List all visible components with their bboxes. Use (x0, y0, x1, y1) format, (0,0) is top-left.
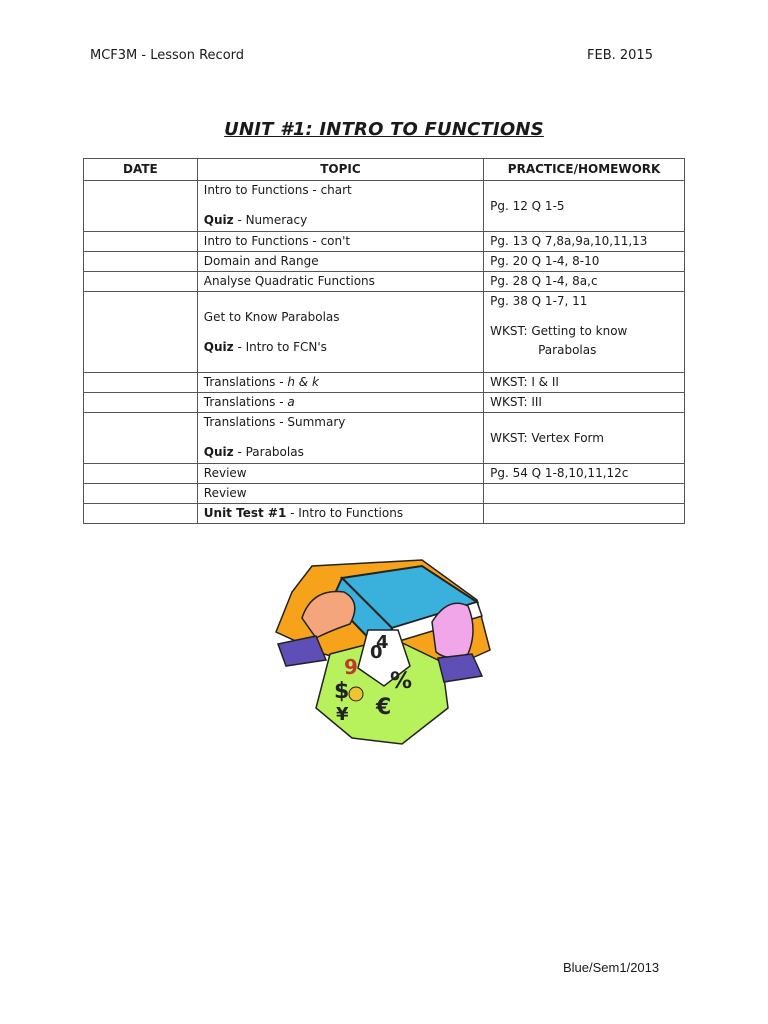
quiz-line (204, 338, 477, 357)
svg-text:%: % (390, 669, 413, 694)
topic-cell: Domain and Range (197, 252, 483, 272)
date-cell (84, 181, 198, 232)
date-cell (84, 292, 198, 373)
topic-text: Intro to Functions - chart (203, 183, 352, 197)
quiz-text: - Numeracy (233, 213, 308, 227)
topic-cell: Intro to Functions - con't (197, 232, 483, 252)
homework-cell: Pg. 54 Q 1-8,10,11,12c (484, 464, 685, 484)
quiz-line (204, 443, 477, 462)
svg-text:¥: ¥ (336, 704, 349, 725)
homework-line: Parabolas (538, 343, 597, 357)
table-row (84, 484, 685, 504)
topic-text: Get to Know Parabolas (203, 309, 340, 324)
homework-cell: Pg. 12 Q 1-5 (484, 181, 685, 232)
header-topic-col: TOPIC (197, 159, 483, 181)
header-course: MCF3M - Lesson Record (90, 48, 245, 63)
test-text: - Intro to Functions (286, 506, 404, 520)
homework-cell: Pg. 13 Q 7,8a,9a,10,11,13 (484, 232, 685, 252)
quiz-label: Quiz (203, 339, 234, 354)
test-label: Unit Test #1 (203, 506, 287, 520)
svg-text:0: 0 (370, 642, 383, 663)
header-date: FEB. 2015 (587, 48, 653, 63)
date-cell (84, 252, 198, 272)
header-homework-col: PRACTICE/HOMEWORK (484, 159, 685, 181)
topic-cell (197, 292, 483, 373)
homework-cell: WKST: III (484, 393, 685, 413)
svg-text:$: $ (334, 679, 350, 704)
date-cell (84, 504, 198, 524)
quiz-text: - Parabolas (233, 445, 304, 459)
table-row (84, 504, 685, 524)
homework-cell: Pg. 28 Q 1-4, 8a,c (484, 272, 685, 292)
quiz-line (204, 211, 477, 230)
date-cell (84, 464, 198, 484)
table-row (84, 464, 685, 484)
table-row (84, 272, 685, 292)
date-cell (84, 413, 198, 464)
homework-cell (484, 504, 685, 524)
homework-cell (484, 484, 685, 504)
date-cell (84, 393, 198, 413)
lesson-table (83, 158, 685, 524)
date-cell (84, 484, 198, 504)
topic-text: Translations - Summary (203, 415, 346, 429)
quiz-label: Quiz (203, 445, 234, 459)
table-row (84, 252, 685, 272)
topic-cell (197, 181, 483, 232)
quiz-text: - Intro to FCN's (233, 339, 327, 354)
homework-cell: WKST: Vertex Form (484, 413, 685, 464)
footer-section: Blue/Sem1/2013 (563, 960, 660, 975)
svg-text:9: 9 (344, 655, 358, 679)
table-row (84, 393, 685, 413)
table-header-row (84, 159, 685, 181)
topic-cell (197, 393, 483, 413)
table-row (84, 292, 685, 373)
topic-text: Translations - (203, 375, 288, 389)
page-title: UNIT #1: INTRO TO FUNCTIONS (224, 119, 544, 140)
homework-cell (484, 292, 685, 373)
table-row (84, 373, 685, 393)
topic-cell: Analyse Quadratic Functions (197, 272, 483, 292)
date-cell (84, 232, 198, 252)
table-row (84, 181, 685, 232)
topic-cell (197, 373, 483, 393)
svg-text:4: 4 (376, 632, 389, 653)
homework-line: Pg. 38 Q 1-7, 11 (490, 294, 588, 308)
homework-cell: Pg. 20 Q 1-4, 8-10 (484, 252, 685, 272)
topic-variable: a (287, 395, 295, 409)
topic-cell (197, 413, 483, 464)
homework-line: WKST: Getting to know (490, 324, 628, 338)
svg-text:€: € (376, 695, 392, 720)
topic-text: Translations - (203, 395, 288, 409)
topic-variable: h & k (287, 375, 319, 389)
math-book-clipart-icon (272, 558, 496, 754)
topic-cell: Review (197, 484, 483, 504)
homework-cell: WKST: I & II (484, 373, 685, 393)
date-cell (84, 272, 198, 292)
table-row (84, 232, 685, 252)
topic-cell (197, 504, 483, 524)
header-date-col: DATE (84, 159, 198, 181)
quiz-label: Quiz (203, 213, 234, 227)
table-row (84, 413, 685, 464)
topic-cell: Review (197, 464, 483, 484)
date-cell (84, 373, 198, 393)
